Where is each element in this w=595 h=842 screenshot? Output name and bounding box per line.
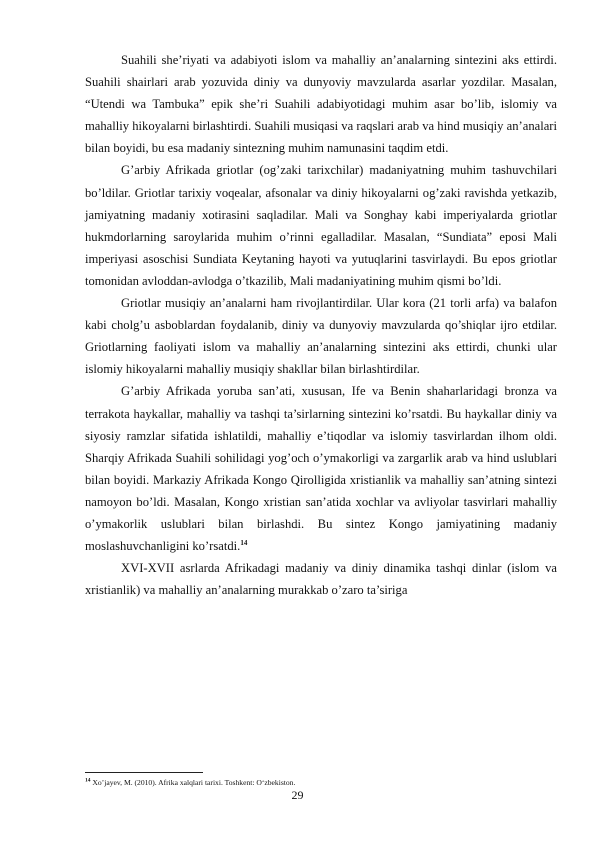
paragraph-suahili-literature: Suahili she’riyati va adabiyoti islom va mahalliy an’analarning sintezini aks ettirdi. Suahili shairlari arab yozuvida diniy va dunyoviy mavzularda asarlar yozdilar. Masalan, “Utendi wa Tambuka” epik she’ri Suahili adabiyotidagi muhim asar bo’lib, islomiy va mahalliy hikoyalarni birlashtirdi. Suahili musiqasi va raqslari arab va hind musiqiy an’analari bilan boyidi, bu esa madaniy sintezning muhim namunasini taqdim etdi. [85,53,557,156]
footnote-divider [85,772,203,773]
paragraph-dynamics: XVI-XVII asrlarda Afrikadagi madaniy va diniy dinamika tashqi dinlar (islom va xristianlik) va mahalliy an’analarning murakkab o’zaro ta’siriga [85,561,557,598]
paragraph-griot-music: Griotlar musiqiy an’analarni ham rivojlantirdilar. Ular kora (21 torli arfa) va balafon kabi cholg’u asboblardan foydalanib, diniy va dunyoviy mavzularda qo’shiqlar ijro etdilar. Griotlarning faoliyati islom va mahalliy an’analarning sintezini aks ettirdi, chunki ular islomiy hikoyalarni mahalliy musiqiy shakllar bilan birlashtirdilar. [85,296,557,377]
footnote [85,778,557,788]
page-body [85,49,557,601]
footnote-text: Xo’jayev, M. (2010). Afrika xalqlari tarixi. Toshkent: O‘zbekiston. [92,778,296,787]
paragraph-yoruba-art-text: G’arbiy Afrikada yoruba san’ati, xususan, Ife va Benin shaharlaridagi bronza va terrakota haykallar, mahalliy va tashqi ta’sirlarning sintezini ko’rsatdi. Bu haykallar diniy va siyosiy ramzlar sifatida ishlatildi, mahalliy e’tiqodlar va islomiy tasvirlardan ilhom oldi. Sharqiy Afrikada Suahili sohilidagi yog’och o’ymakorligi va zargarlik arab va hind uslublari bilan boyidi. Markaziy Afrikada Kongo Qirolligida xristianlik va mahalliy san’atning sintezi namoyon bo’ldi. Masalan, Kongo xristian san’atida xochlar va avliyolar tasvirlari mahalliy o’ymakorlik uslublari bilan birlashdi. Bu sintez Kongo jamiyatining madaniy moslashuvchanligini ko’rsatdi. [85,384,557,554]
page-number: 29 [291,788,304,802]
paragraph-griots: G’arbiy Afrikada griotlar (og’zaki tarixchilar) madaniyatning muhim tashuvchilari bo’ldilar. Griotlar tarixiy voqealar, afsonalar va diniy hikoyalarni og’zaki ravishda yetkazib, jamiyatning madaniy xotirasini saqladilar. Mali va Songhay kabi imperiyalarda griotlar hukmdorlarning saroylarida muhim o’rinni egalladilar. Masalan, “Sundiata” eposi Mali imperiyasi asoschisi Sundiata Keytaning hayoti va yutuqlarini tasvirlaydi. Bu epos griotlar tomonidan avloddan-avlodga o’tkazilib, Mali madaniyatining muhim qismi bo’ldi. [85,163,557,288]
footnote-reference[interactable]: 14 [240,538,248,547]
paragraph-yoruba-art [85,380,557,557]
footnote-number: 14 [85,777,91,784]
